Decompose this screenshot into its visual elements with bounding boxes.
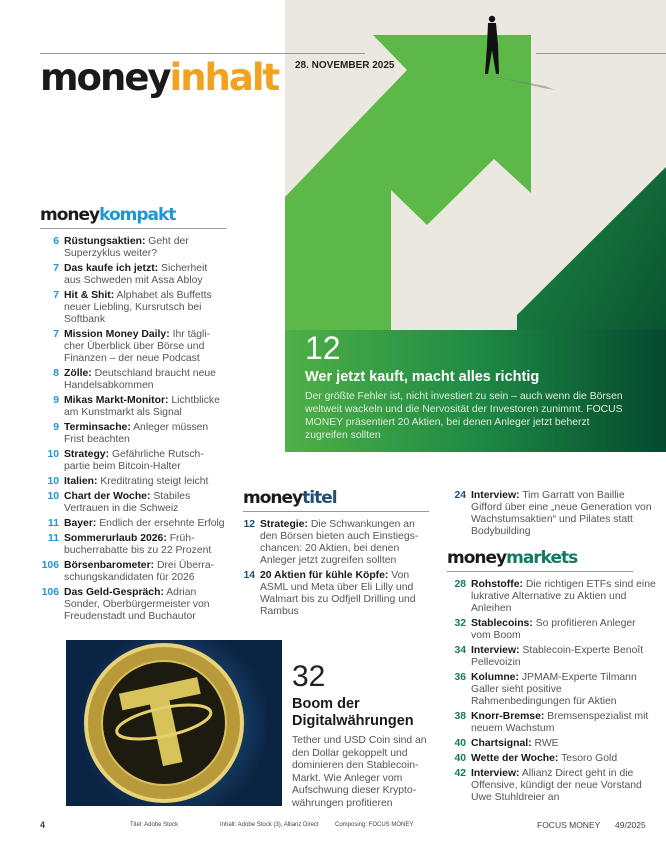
toc-page-number: 34 [454, 645, 466, 656]
toc-page-number: 9 [53, 395, 59, 406]
toc-entry-title: Zölle: [64, 368, 92, 379]
kompakt-list [40, 236, 226, 623]
toc-entry-text [64, 449, 226, 473]
toc-page-number: 6 [53, 236, 59, 247]
toc-entry-text [471, 490, 657, 538]
toc-entry-text [64, 518, 225, 530]
toc-entry-description: Stablecoin-Experte Benoît Pellevoizin [471, 645, 644, 668]
toc-entry-title: Das Geld-Gespräch: [64, 587, 164, 598]
toc-entry-title: 20 Aktien für kühle Köpfe: [260, 570, 389, 581]
section-kompakt-heading: moneykompakt [40, 205, 176, 225]
toc-entry-text [471, 579, 657, 615]
feature-page-number: 32 [292, 660, 326, 693]
toc-entry[interactable] [40, 476, 226, 488]
toc-entry-text [64, 263, 226, 287]
toc-entry-text [471, 753, 617, 765]
issue-date: 28. NOVEMBER 2025 [295, 60, 395, 71]
toc-entry[interactable] [40, 560, 226, 584]
toc-entry-text [471, 768, 657, 804]
toc-page-number: 10 [47, 491, 59, 502]
toc-entry-title: Mission Money Daily: [64, 329, 170, 340]
toc-page-number: 42 [454, 768, 466, 779]
toc-page-number: 106 [41, 560, 59, 571]
toc-page-number: 28 [454, 579, 466, 590]
toc-entry[interactable] [447, 753, 657, 765]
toc-entry[interactable] [40, 329, 226, 365]
toc-page-number: 106 [41, 587, 59, 598]
toc-entry-text [471, 645, 657, 669]
toc-entry-description: Die richtigen ETFs sind eine lukrative Alternative zu Aktien und Anleihen [471, 579, 656, 614]
toc-entry[interactable] [40, 236, 226, 260]
feature-body: Tether und USD Coin sind an den Dollar gekoppelt und dominieren den Stablecoin-Markt. Wie Anleger vom Aufschwung dieser Kryptowährungen profitieren [292, 735, 427, 809]
toc-entry[interactable] [447, 711, 657, 735]
toc-entry-text [64, 236, 226, 260]
feature-title: Boom der Digitalwährungen [292, 696, 414, 729]
toc-entry-title: Interview: [471, 490, 520, 501]
toc-entry-title: Stablecoins: [471, 618, 533, 629]
toc-page-number: 32 [454, 618, 466, 629]
toc-entry[interactable] [40, 587, 226, 623]
toc-entry-text [64, 587, 226, 623]
toc-entry[interactable] [40, 368, 226, 392]
toc-entry[interactable] [40, 395, 226, 419]
toc-entry[interactable] [447, 579, 657, 615]
toc-entry-text [471, 618, 657, 642]
section-markets-heading: moneymarkets [447, 548, 578, 568]
credit-content: Inhalt: Adobe Stock (3), Allianz Direct [220, 822, 319, 828]
cover-title: Wer jetzt kauft, macht alles richtig [305, 369, 540, 385]
magazine-name: FOCUS MONEY [537, 820, 601, 830]
toc-entry-title: Sommerurlaub 2026: [64, 533, 167, 544]
toc-entry-description: Geht der Superzyklus weiter? [64, 236, 189, 259]
toc-entry-description: JPMAM-Experte Tilmann Galler sieht positive Rahmenbedingungen für Aktien [471, 672, 637, 707]
toc-page-number: 36 [454, 672, 466, 683]
toc-entry-title: Bayer: [64, 518, 97, 529]
toc-entry-text [260, 519, 429, 567]
toc-entry-description: Deutschland braucht neue Handelsabkommen [64, 368, 216, 391]
toc-entry-text [64, 329, 226, 365]
toc-entry-description: Bremsenspezialist mit neuem Wachstum [471, 711, 649, 734]
toc-page-number: 7 [53, 263, 59, 274]
toc-entry-description: Von ASML und Meta über Eli Lilly und Walmart bis zu Odfjell Drilling und Rambus [260, 570, 416, 617]
markets-list [447, 579, 657, 804]
issue-number: 49/2025 [615, 820, 646, 830]
toc-entry-description: Alphabet als Buffetts neuer Liebling, Kursrutsch bei Softbank [64, 290, 212, 325]
toc-entry-text [64, 533, 226, 557]
toc-entry[interactable] [447, 618, 657, 642]
credit-title: Titel: Adobe Stock [130, 822, 179, 828]
toc-entry-title: Mikas Markt-Monitor: [64, 395, 169, 406]
toc-entry-description: Allianz Direct geht in die Offensive, kündigt der neue Vorstand Uwe Stuhldreier an [471, 768, 642, 803]
toc-entry-text [64, 476, 208, 488]
toc-entry-text [64, 560, 226, 584]
toc-entry[interactable] [40, 491, 226, 515]
toc-entry[interactable] [447, 490, 657, 538]
page-logo [40, 56, 278, 99]
toc-entry-title: Kolumne: [471, 672, 519, 683]
toc-page-number: 38 [454, 711, 466, 722]
toc-page-number: 7 [53, 290, 59, 301]
toc-entry-title: Interview: [471, 768, 520, 779]
toc-entry-text [260, 570, 429, 618]
toc-page-number: 11 [48, 518, 59, 529]
toc-entry-title: Italien: [64, 476, 98, 487]
toc-entry-title: Terminsache: [64, 422, 131, 433]
toc-entry[interactable] [447, 645, 657, 669]
credit-composing: Composing: FOCUS MONEY [335, 822, 414, 828]
toc-entry-text [64, 395, 226, 419]
toc-entry-text [471, 738, 559, 750]
toc-entry[interactable] [40, 518, 226, 530]
toc-entry-text [471, 672, 657, 708]
toc-entry-description: So profitieren Anleger vom Boom [471, 618, 636, 641]
toc-entry-text [64, 491, 226, 515]
toc-entry[interactable] [236, 570, 429, 618]
toc-entry[interactable] [447, 738, 657, 750]
toc-entry-description: Anleger müssen Frist beachten [64, 422, 209, 445]
toc-entry[interactable] [40, 422, 226, 446]
toc-page-number: 7 [53, 329, 59, 340]
titel-list [236, 519, 429, 618]
toc-entry-description: Sicherheit aus Schweden mit Assa Abloy [64, 263, 208, 286]
toc-entry-description: Stabiles Vertrauen in die Schweiz [64, 491, 191, 514]
toc-entry-title: Das kaufe ich jetzt: [64, 263, 159, 274]
toc-page-number: 9 [53, 422, 59, 433]
cover-story[interactable] [305, 330, 645, 442]
cover-page-number: 12 [305, 330, 341, 366]
toc-entry-title: Knorr-Bremse: [471, 711, 545, 722]
toc-entry-description: Kreditrating steigt leicht [100, 476, 209, 487]
toc-page-number: 40 [454, 738, 466, 749]
section-titel-heading: moneytitel [243, 488, 337, 508]
feature-stablecoins[interactable] [292, 660, 442, 810]
toc-page-number: 12 [243, 519, 255, 530]
toc-entry-text [471, 711, 657, 735]
toc-entry-text [64, 368, 226, 392]
toc-entry[interactable] [236, 519, 429, 567]
tether-coin-illustration [66, 640, 282, 806]
toc-entry-description: Adrian Sonder, Oberbürgermeister von Freudenstadt und Buchautor [64, 587, 210, 622]
toc-page-number: 11 [48, 533, 59, 544]
toc-entry-title: Hit & Shit: [64, 290, 115, 301]
page-number: 4 [40, 820, 46, 830]
toc-entry-description: Frühbucherrabatte bis zu 22 Prozent [64, 533, 212, 556]
toc-entry-description: Tesoro Gold [561, 753, 618, 764]
toc-entry-title: Chart der Woche: [64, 491, 151, 502]
toc-page-number: 10 [47, 476, 59, 487]
toc-entry[interactable] [40, 533, 226, 557]
toc-entry-title: Strategie: [260, 519, 308, 530]
toc-entry-description: Ihr täglicher Überblick über Börse und Finanzen – der neue Podcast [64, 329, 211, 364]
toc-page-number: 8 [53, 368, 59, 379]
toc-page-number: 10 [47, 449, 59, 460]
toc-page-number: 24 [454, 490, 466, 501]
toc-entry-description: Die Schwankungen an den Börsen bieten auch Einstiegschancen: 20 Aktien, bei denen Anleger jetzt zugreifen sollten [260, 519, 419, 566]
logo-money: money [40, 56, 170, 99]
toc-entry-title: Chartsignal: [471, 738, 532, 749]
toc-entry-title: Wette der Woche: [471, 753, 559, 764]
toc-entry-text [64, 290, 226, 326]
toc-entry-title: Strategy: [64, 449, 110, 460]
toc-entry-description: Endlich der ersehnte Erfolg [99, 518, 225, 529]
toc-entry-title: Rohstoffe: [471, 579, 523, 590]
toc-entry-description: Drei Überraschungskandidaten für 2026 [64, 560, 215, 583]
cover-body: Der größte Fehler ist, nicht investiert zu sein – auch wenn die Börsen weltweit wackeln und die Nervosität der Investoren zunimmt. FOCUS MONEY präsentiert 20 Aktien, bei denen Anleger jetzt beherzt zugreifen sollten [305, 391, 623, 441]
toc-entry-description: Lichtblicke am Kunstmarkt als Signal [64, 395, 220, 418]
toc-entry[interactable] [40, 290, 226, 326]
toc-page-number: 40 [454, 753, 466, 764]
toc-entry-title: Rüstungsaktien: [64, 236, 146, 247]
toc-entry-title: Interview: [471, 645, 520, 656]
stablecoin-image[interactable] [66, 640, 282, 806]
toc-entry-description: RWE [534, 738, 559, 749]
toc-entry-text [64, 422, 226, 446]
toc-entry-description: Gefährliche Rutschpartie beim Bitcoin-Halter [64, 449, 204, 472]
toc-entry-title: Börsenbarometer: [64, 560, 155, 571]
toc-entry[interactable] [40, 263, 226, 287]
toc-entry[interactable] [40, 449, 226, 473]
toc-entry-description: Tim Garratt von Baillie Gifford über eine „neue Generation von Wachstumsaktien“ und Pilates statt Bodybuilding [471, 490, 652, 537]
logo-inhalt: inhalt [169, 56, 279, 99]
toc-entry[interactable] [447, 672, 657, 708]
titel-list-continued [447, 490, 657, 538]
toc-entry[interactable] [447, 768, 657, 804]
toc-page-number: 14 [243, 570, 255, 581]
